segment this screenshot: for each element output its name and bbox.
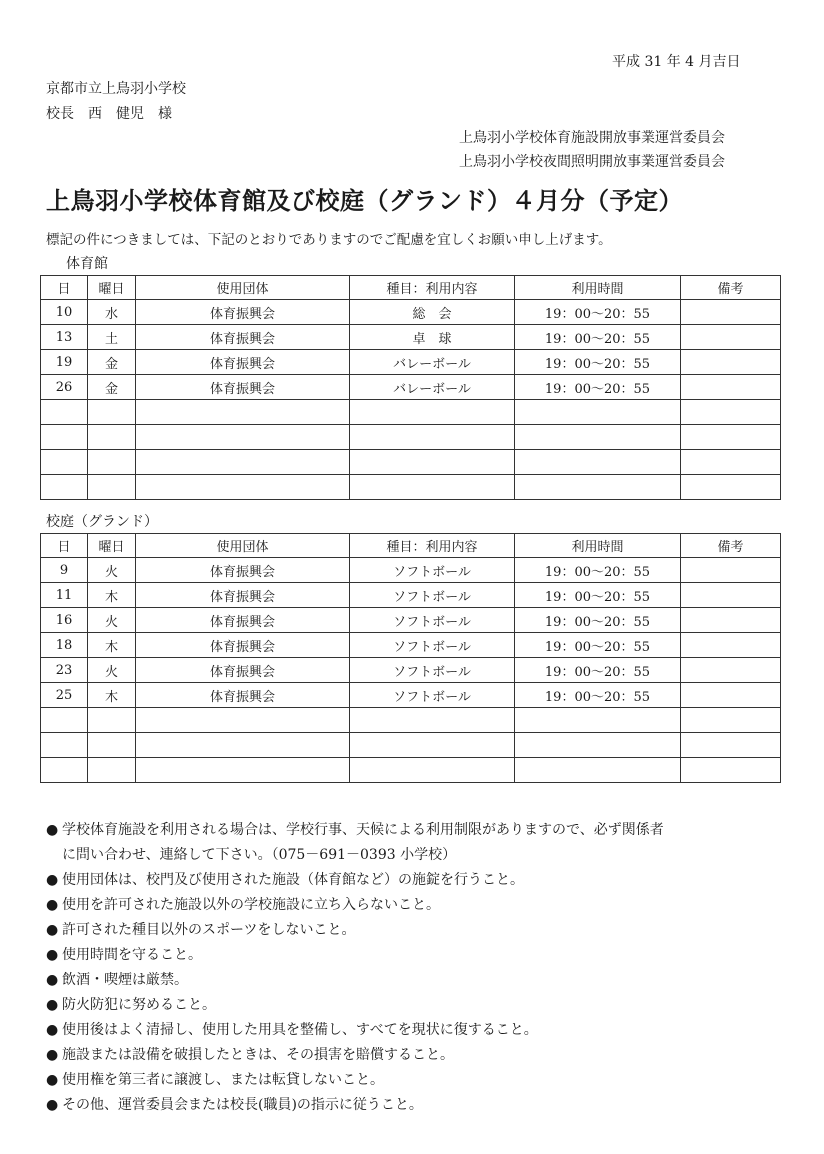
group-cell: 体育振興会 (136, 350, 350, 375)
group-cell: 体育振興会 (136, 583, 350, 608)
rule-text: 使用権を第三者に譲渡し、または転貸しないこと。 (62, 1072, 384, 1088)
group-cell (136, 733, 350, 758)
day-cell (41, 450, 88, 475)
remarks-cell (681, 475, 781, 500)
activity-cell: バレーボール (350, 375, 515, 400)
remarks-cell (681, 758, 781, 783)
rule-text: 使用団体は、校門及び使用された施設（体育館など）の施錠を行うこと。 (62, 872, 524, 888)
rule-item (46, 968, 786, 993)
bullet-icon: ● (46, 1047, 59, 1063)
header-time: 利用時間 (515, 534, 681, 558)
weekday-cell: 火 (88, 608, 136, 633)
table-row (41, 608, 781, 633)
time-cell: 19：00〜20：55 (515, 683, 681, 708)
activity-cell (350, 708, 515, 733)
sender-committee-2: 上鳥羽小学校夜間照明開放事業運営委員会 (459, 154, 725, 170)
time-cell (515, 450, 681, 475)
group-cell (136, 425, 350, 450)
time-cell: 19：00〜20：55 (515, 375, 681, 400)
rule-text: 使用時間を守ること。 (62, 947, 202, 963)
time-cell: 19：00〜20：55 (515, 583, 681, 608)
day-cell (41, 475, 88, 500)
time-cell (515, 733, 681, 758)
day-cell: 18 (41, 633, 88, 658)
rule-text-continuation: に問い合わせ、連絡して下さい。（075－691－0393 小学校） (62, 847, 457, 863)
table-row (41, 300, 781, 325)
table-row (41, 400, 781, 425)
weekday-cell (88, 450, 136, 475)
activity-cell: ソフトボール (350, 683, 515, 708)
header-remarks: 備考 (681, 276, 781, 300)
rule-item (46, 893, 786, 918)
rule-item (46, 918, 786, 943)
header-activity: 種目：利用内容 (350, 276, 515, 300)
group-cell (136, 708, 350, 733)
remarks-cell (681, 558, 781, 583)
group-cell (136, 475, 350, 500)
activity-cell (350, 425, 515, 450)
remarks-cell (681, 450, 781, 475)
time-cell: 19：00〜20：55 (515, 300, 681, 325)
rule-item (46, 1093, 786, 1118)
remarks-cell (681, 608, 781, 633)
rule-text: 使用後はよく清掃し、使用した用具を整備し、すべてを現状に復すること。 (62, 1022, 538, 1038)
group-cell: 体育振興会 (136, 558, 350, 583)
activity-cell: 卓 球 (350, 325, 515, 350)
time-cell: 19：00〜20：55 (515, 350, 681, 375)
header-day: 日 (41, 276, 88, 300)
table-header-row (41, 276, 781, 300)
header-weekday: 曜日 (88, 534, 136, 558)
day-cell: 9 (41, 558, 88, 583)
rule-text: 使用を許可された施設以外の学校施設に立ち入らないこと。 (62, 897, 440, 913)
table-row (41, 375, 781, 400)
document-date: 平成 31 年 4 月吉日 (612, 54, 741, 70)
remarks-cell (681, 425, 781, 450)
day-cell (41, 708, 88, 733)
rule-item (46, 868, 786, 893)
rule-text: 学校体育施設を利用される場合は、学校行事、天候による利用制限がありますので、必ず関係者 (62, 822, 664, 838)
activity-cell (350, 758, 515, 783)
day-cell: 11 (41, 583, 88, 608)
table-row (41, 658, 781, 683)
remarks-cell (681, 658, 781, 683)
time-cell: 19：00〜20：55 (515, 633, 681, 658)
remarks-cell (681, 733, 781, 758)
group-cell: 体育振興会 (136, 658, 350, 683)
activity-cell (350, 733, 515, 758)
recipient-principal: 校長 西 健児 様 (46, 106, 172, 122)
bullet-icon: ● (46, 922, 59, 938)
day-cell: 13 (41, 325, 88, 350)
remarks-cell (681, 375, 781, 400)
time-cell (515, 758, 681, 783)
weekday-cell: 木 (88, 683, 136, 708)
day-cell: 10 (41, 300, 88, 325)
time-cell (515, 400, 681, 425)
rule-item (46, 1043, 786, 1068)
weekday-cell: 火 (88, 558, 136, 583)
gym-section-label: 体育館 (66, 256, 108, 272)
group-cell: 体育振興会 (136, 608, 350, 633)
rule-item (46, 818, 786, 843)
day-cell: 19 (41, 350, 88, 375)
group-cell (136, 450, 350, 475)
table-row (41, 683, 781, 708)
weekday-cell: 水 (88, 300, 136, 325)
time-cell (515, 425, 681, 450)
activity-cell (350, 450, 515, 475)
table-row (41, 350, 781, 375)
table-row (41, 758, 781, 783)
weekday-cell (88, 400, 136, 425)
remarks-cell (681, 325, 781, 350)
rule-text: 施設または設備を破損したときは、その損害を賠償すること。 (62, 1047, 454, 1063)
usage-rules-list (46, 818, 786, 1118)
weekday-cell (88, 708, 136, 733)
table-row (41, 708, 781, 733)
activity-cell: 総 会 (350, 300, 515, 325)
sender-committee-1: 上鳥羽小学校体育施設開放事業運営委員会 (459, 130, 725, 146)
group-cell (136, 400, 350, 425)
table-row (41, 325, 781, 350)
table-row (41, 583, 781, 608)
document-title: 上鳥羽小学校体育館及び校庭（グランド）４月分（予定） (46, 187, 683, 215)
rule-text: その他、運営委員会または校長(職員)の指示に従うこと。 (62, 1097, 423, 1113)
remarks-cell (681, 350, 781, 375)
table-row (41, 475, 781, 500)
header-group: 使用団体 (136, 276, 350, 300)
group-cell (136, 758, 350, 783)
time-cell: 19：00〜20：55 (515, 325, 681, 350)
header-day: 日 (41, 534, 88, 558)
day-cell: 26 (41, 375, 88, 400)
table-row (41, 450, 781, 475)
rule-text: 飲酒・喫煙は厳禁。 (62, 972, 188, 988)
remarks-cell (681, 300, 781, 325)
bullet-icon: ● (46, 997, 59, 1013)
rule-item (46, 1068, 786, 1093)
recipient-school: 京都市立上鳥羽小学校 (46, 81, 186, 97)
remarks-cell (681, 583, 781, 608)
bullet-icon: ● (46, 822, 59, 838)
weekday-cell: 土 (88, 325, 136, 350)
bullet-icon: ● (46, 1072, 59, 1088)
group-cell: 体育振興会 (136, 375, 350, 400)
weekday-cell: 金 (88, 375, 136, 400)
day-cell (41, 425, 88, 450)
rule-item (46, 993, 786, 1018)
rule-text: 許可された種目以外のスポーツをしないこと。 (62, 922, 356, 938)
bullet-icon: ● (46, 1097, 59, 1113)
bullet-icon: ● (46, 972, 59, 988)
time-cell: 19：00〜20：55 (515, 658, 681, 683)
weekday-cell (88, 758, 136, 783)
weekday-cell (88, 425, 136, 450)
day-cell: 25 (41, 683, 88, 708)
rule-text: 防火防犯に努めること。 (62, 997, 216, 1013)
header-activity: 種目：利用内容 (350, 534, 515, 558)
header-time: 利用時間 (515, 276, 681, 300)
time-cell (515, 475, 681, 500)
day-cell (41, 758, 88, 783)
weekday-cell: 木 (88, 583, 136, 608)
group-cell: 体育振興会 (136, 300, 350, 325)
header-remarks: 備考 (681, 534, 781, 558)
day-cell: 23 (41, 658, 88, 683)
header-group: 使用団体 (136, 534, 350, 558)
bullet-icon: ● (46, 1022, 59, 1038)
activity-cell (350, 400, 515, 425)
time-cell: 19：00〜20：55 (515, 558, 681, 583)
group-cell: 体育振興会 (136, 633, 350, 658)
table-row (41, 733, 781, 758)
weekday-cell (88, 475, 136, 500)
day-cell (41, 733, 88, 758)
table-header-row (41, 534, 781, 558)
activity-cell: バレーボール (350, 350, 515, 375)
remarks-cell (681, 708, 781, 733)
group-cell: 体育振興会 (136, 683, 350, 708)
group-cell: 体育振興会 (136, 325, 350, 350)
ground-section-label: 校庭（グランド） (46, 514, 158, 530)
intro-text: 標記の件につきましては、下記のとおりでありますのでご配慮を宜しくお願い申し上げます。 (46, 232, 612, 248)
header-weekday: 曜日 (88, 276, 136, 300)
bullet-icon: ● (46, 897, 59, 913)
remarks-cell (681, 683, 781, 708)
activity-cell (350, 475, 515, 500)
table-row (41, 558, 781, 583)
ground-schedule-table (40, 533, 781, 783)
bullet-icon: ● (46, 947, 59, 963)
activity-cell: ソフトボール (350, 608, 515, 633)
day-cell (41, 400, 88, 425)
weekday-cell: 火 (88, 658, 136, 683)
time-cell (515, 708, 681, 733)
rule-item (46, 1018, 786, 1043)
weekday-cell: 金 (88, 350, 136, 375)
activity-cell: ソフトボール (350, 583, 515, 608)
remarks-cell (681, 633, 781, 658)
rule-item (46, 943, 786, 968)
weekday-cell: 木 (88, 633, 136, 658)
table-row (41, 425, 781, 450)
bullet-icon: ● (46, 872, 59, 888)
day-cell: 16 (41, 608, 88, 633)
activity-cell: ソフトボール (350, 633, 515, 658)
activity-cell: ソフトボール (350, 558, 515, 583)
time-cell: 19：00〜20：55 (515, 608, 681, 633)
remarks-cell (681, 400, 781, 425)
table-row (41, 633, 781, 658)
activity-cell: ソフトボール (350, 658, 515, 683)
weekday-cell (88, 733, 136, 758)
gym-schedule-table (40, 275, 781, 500)
